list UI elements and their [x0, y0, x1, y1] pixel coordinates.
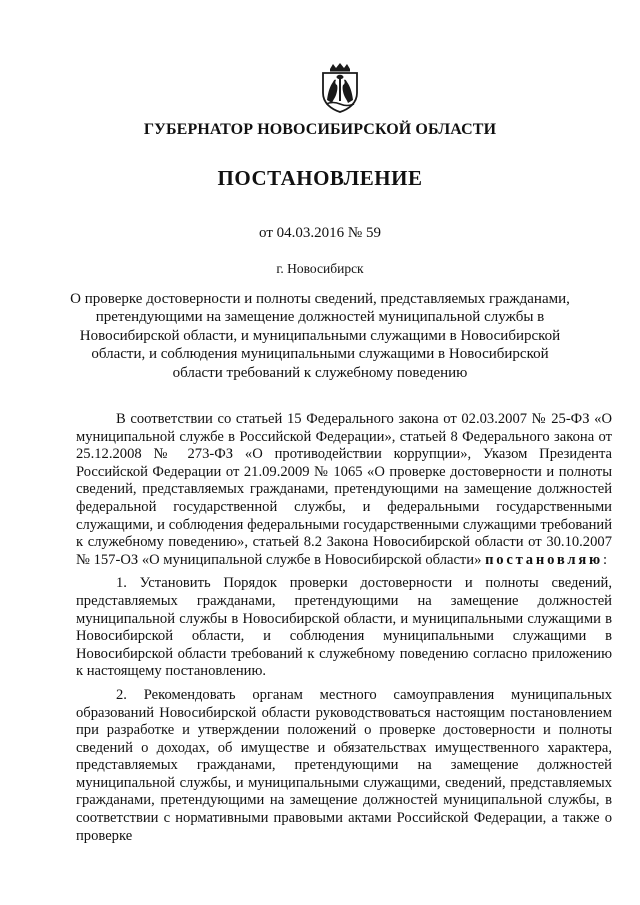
clause-2-paragraph: 2. Рекомендовать органам местного самоуправления муниципальных образований Новосибирской области руководствоваться настоящим постановлением при разработке и утверждении положений о проверке достоверности и полноты сведений о доходах, об имуществе и обязательствах имущественного характера, представляемых гражданами, претендующими на замещение должностей муниципальной службы, и муниципальными служащими, сведений, представляемых гражданами, претендующими на замещение должностей муниципальной службы, в соответствии с нормативными правовыми актами Российской Федерации, а также о проверке — [76, 686, 612, 844]
preamble-paragraph — [76, 411, 612, 569]
clause-1-paragraph: 1. Установить Порядок проверки достоверности и полноты сведений, представляемых гражданами, претендующими на замещение должностей муниципальной службы в Новосибирской области, и муниципальными служащими в Новосибирской области, и соблюдения муниципальными служащими в Новосибирской области требований к служебному поведению согласно приложению к настоящему постановлению. — [76, 575, 612, 680]
date-number-line: от 04.03.2016 № 59 — [259, 225, 381, 241]
resolve-colon: : — [602, 551, 608, 568]
preamble-text: В соответствии со статьей 15 Федерального закона от 02.03.2007 № 25-ФЗ «О муниципальной службе в Российской Федерации», статьей 8 Федерального закона от 25.12.2008 № 273-ФЗ «О противодействии коррупции», Указом Президента Российской Федерации от 21.09.2009 № 1065 «О проверке достоверности и полноты сведений, представляемых гражданами, претендующими на замещение должностей федеральной государственной службы, и федеральными государственными служащими, и соблюдения федеральными государственными служащими требований к служебному поведению», статьей 8.2 Закона Новосибирской области от 30.10.2007 № 157-ОЗ «О муниципальной службе в Новосибирской области» — [76, 411, 612, 568]
resolve-word: постановляю — [485, 551, 603, 568]
document-type-title: ПОСТАНОВЛЕНИЕ — [217, 166, 423, 190]
city-line: г. Новосибирск — [276, 261, 364, 276]
issuer-title: ГУБЕРНАТОР НОВОСИБИРСКОЙ ОБЛАСТИ — [143, 121, 497, 138]
document-body — [76, 411, 612, 845]
document-subject: О проверке достоверности и полноты сведений, представляемых гражданами, претендующими на замещение должностей муниципальной службы в Новосибирской области, и муниципальными служащими в Новосибирской области, и соблюдения муниципальными служащими в Новосибирской области требований к служебному поведению — [70, 291, 570, 381]
coat-of-arms-icon — [318, 62, 362, 114]
